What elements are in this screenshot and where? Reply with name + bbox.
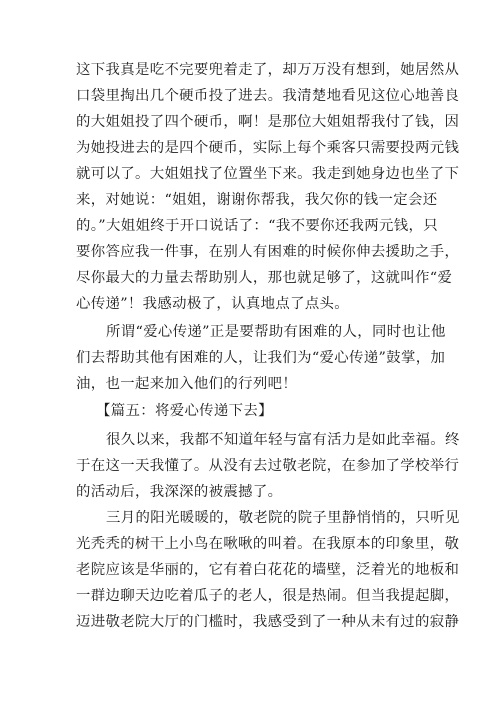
text-line: 就可以了。大姐姐找了位置坐下来。我走到她身边也坐了下 <box>76 166 460 182</box>
text-line: 为她投进去的是四个硬币，实际上每个乘客只需要投两元钱 <box>76 140 460 156</box>
paragraph-start-line: 所谓“爱心传递”正是要帮助有困难的人，同时也让他 <box>106 324 446 340</box>
section-heading: 【篇五：将爱心传递下去】 <box>96 403 273 419</box>
text-line: 于在这一天我懂了。从没有去过敬老院，在参加了学校举行 <box>76 458 460 474</box>
paragraph-start-line: 很久以来，我都不知道年轻与富有活力是如此幸福。终 <box>106 432 460 448</box>
text-line: 老院应该是华丽的，它有着白花花的墙壁，泛着光的地板和 <box>76 562 460 578</box>
text-line: 来，对她说：“姐姐，谢谢你帮我，我欠你的钱一定会还 <box>76 192 438 208</box>
text-line: 尽你最大的力量去帮助别人，那也就足够了，这就叫作“爱 <box>76 270 453 286</box>
text-line: 油，也一起来加入他们的行列吧！ <box>76 376 298 392</box>
text-line: 心传递”！我感动极了，认真地点了点头。 <box>76 296 350 312</box>
text-line: 一群边聊天边吃着瓜子的老人，很是热闹。但当我提起脚， <box>76 588 460 604</box>
text-line: 迈进敬老院大厅的门槛时，我感受到了一种从未有过的寂静 <box>76 614 460 630</box>
text-line: 们去帮助其他有困难的人，让我们为“爱心传递”鼓掌，加 <box>76 350 446 366</box>
text-line: 要你答应我一件事，在别人有困难的时候你伸去援助之手， <box>76 244 460 260</box>
paragraph-start-line: 三月的阳光暖暖的，敬老院的院子里静悄悄的，只听见 <box>106 510 460 526</box>
text-line: 这下我真是吃不完要兜着走了，却万万没有想到，她居然从 <box>76 62 460 78</box>
text-line: 口袋里掏出几个硬币投了进去。我清楚地看见这位心地善良 <box>76 88 460 104</box>
text-line: 的大姐姐投了四个硬币，啊！是那位大姐姐帮我付了钱，因 <box>76 114 460 130</box>
text-line: 的。”大姐姐终于开口说话了：“我不要你还我两元钱，只 <box>76 218 438 234</box>
text-line: 的活动后，我深深的被震撼了。 <box>76 484 283 500</box>
text-line: 光秃秃的树干上小鸟在啾啾的叫着。在我原本的印象里，敬 <box>76 536 460 552</box>
